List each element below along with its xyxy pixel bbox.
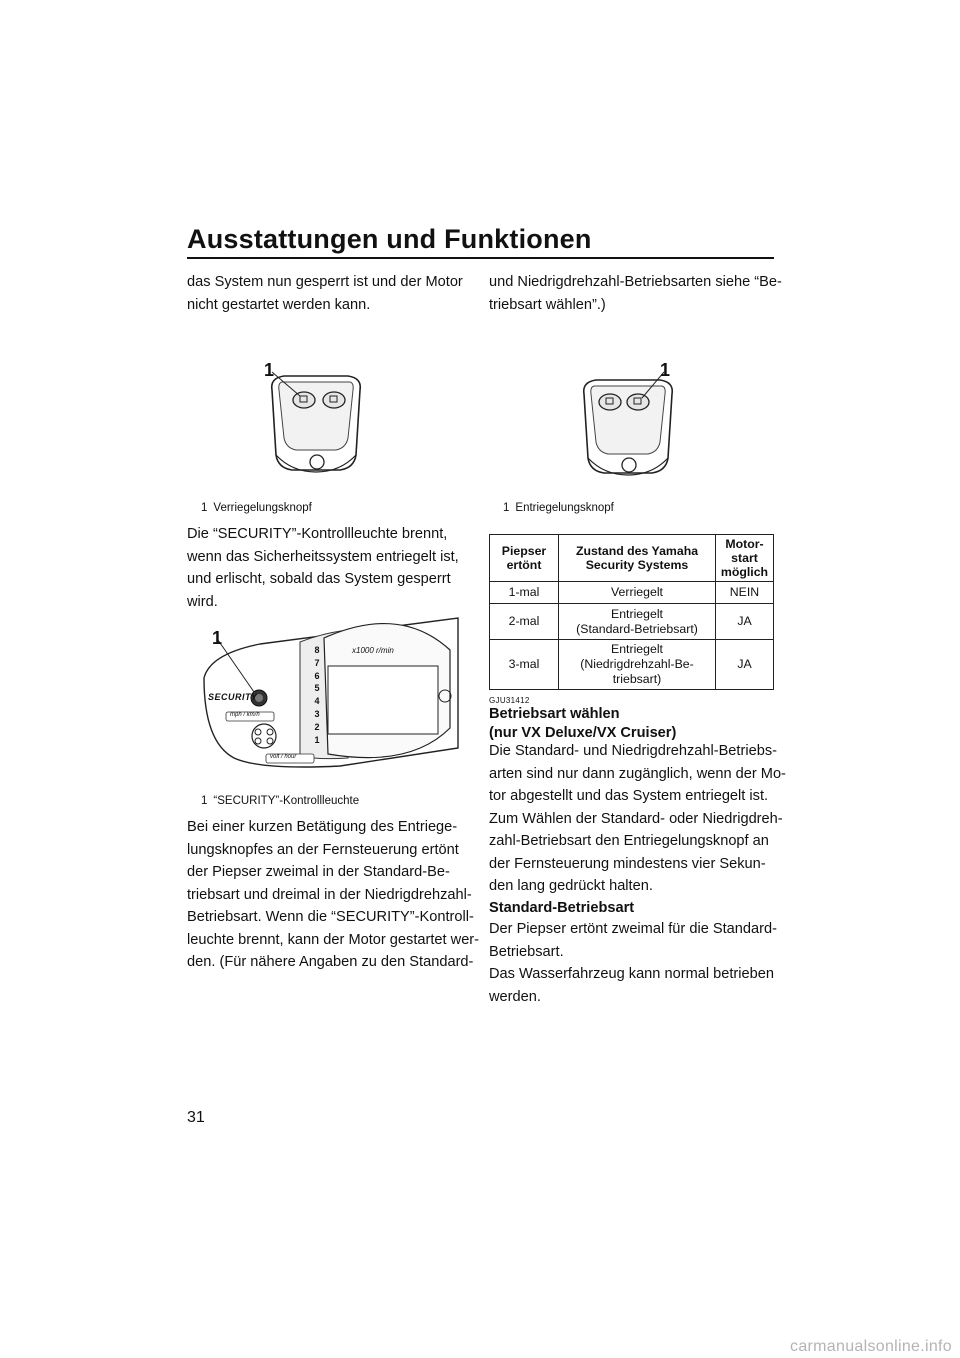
figure-caption [201, 502, 312, 514]
table-row [490, 582, 774, 604]
table-row [490, 604, 774, 640]
figure-caption [503, 502, 614, 514]
text-line: und Niedrigdrehzahl-Betriebsarten siehe “Be- [489, 274, 782, 290]
section-title-line: Betriebsart wählen [489, 706, 620, 722]
caption-text: Verriegelungsknopf [213, 502, 312, 514]
right-intro-paragraph [489, 271, 782, 316]
column-header: Zustand des Yamaha Security Systems [559, 535, 716, 582]
unlock-button [323, 392, 345, 408]
instrument-panel-figure [200, 608, 462, 770]
scale-digit: 2 [314, 721, 320, 732]
watermark: carmanualsonline.info [790, 1338, 952, 1355]
section-title [489, 705, 676, 743]
table-cell: JA [716, 640, 774, 690]
text-line: wenn das Sicherheitssystem entriegelt ist, [187, 548, 459, 565]
text-line: das System nun gesperrt ist und der Motor [187, 274, 463, 290]
text-line: triebsart wählen”.) [489, 296, 606, 313]
column-header: Motor- start möglich [716, 535, 774, 582]
page-title: Ausstattungen und Funktionen [187, 224, 592, 254]
left-paragraph-1 [187, 523, 477, 613]
text-line: triebsart und dreimal in der Niedrigdrehzahl- [187, 886, 472, 903]
text-line: der Fernsteuerung mindestens vier Sekun- [489, 855, 766, 872]
text-line: Die Standard- und Niedrigdrehzahl-Betriebs- [489, 743, 777, 759]
text-line: leuchte brennt, kann der Motor gestartet wer- [187, 931, 480, 948]
header-rule [187, 257, 774, 259]
caption-text: “SECURITY”-Kontrollleuchte [213, 795, 360, 807]
left-intro-paragraph [187, 271, 467, 316]
table-cell: JA [716, 604, 774, 640]
remote-control-illustration [574, 368, 684, 484]
table-cell: Verriegelt [559, 582, 716, 604]
column-header: Piepser ertönt [490, 535, 559, 582]
text-line: tor abgestellt und das System entriegelt ist. [489, 788, 769, 804]
remote-unlock-figure [574, 368, 684, 484]
scale-digit: 4 [314, 696, 320, 707]
right-paragraph-2 [489, 918, 779, 1008]
caption-number: 1 [201, 502, 208, 514]
text-line: zahl-Betriebsart den Entriegelungsknopf an [489, 833, 769, 849]
caption-number: 1 [503, 502, 510, 514]
text-line: arten sind nur dann zugänglich, wenn der Mo- [489, 765, 786, 782]
table-row [490, 640, 774, 690]
table-cell: NEIN [716, 582, 774, 604]
text-line: und erlischt, sobald das System gesperrt [187, 571, 451, 587]
text-line: Zum Wählen der Standard- oder Niedrigdreh- [489, 810, 783, 827]
key-ring-hole [310, 455, 324, 469]
scale-digit: 6 [314, 670, 320, 681]
figure-callout: 1 [264, 360, 275, 380]
instrument-panel-illustration [200, 608, 462, 770]
text-line: den lang gedrückt halten. [489, 878, 653, 894]
text-line: Bei einer kurzen Betätigung des Entriege- [187, 819, 458, 835]
table-cell: Entriegelt (Standard-Betriebsart) [559, 604, 716, 640]
remote-lock-figure [262, 360, 372, 482]
unlock-button [627, 394, 649, 410]
caption-number: 1 [201, 795, 208, 807]
scale-digit: 3 [314, 708, 320, 719]
scale-digit: 7 [314, 657, 320, 668]
figure-callout: 1 [212, 628, 223, 648]
table-cell: Entriegelt (Niedrigdrehzahl-Be- triebsart) [559, 640, 716, 690]
lock-button [599, 394, 621, 410]
text-line: der Piepser zweimal in der Standard-Be- [187, 864, 450, 880]
text-line: Die “SECURITY”-Kontrollleuchte brennt, [187, 526, 448, 542]
table-cell: 2-mal [490, 604, 559, 640]
scale-digit: 1 [314, 734, 320, 745]
table-cell: 1-mal [490, 582, 559, 604]
scale-digit: 8 [314, 645, 320, 655]
figure-caption [201, 795, 359, 807]
page-number: 31 [187, 1109, 205, 1126]
remote-control-illustration [262, 360, 372, 482]
table-header-row [490, 535, 774, 582]
text-line: Der Piepser ertönt zweimal für die Standard- [489, 921, 777, 937]
text-line: wird. [187, 593, 218, 610]
text-line: Das Wasserfahrzeug kann normal betrieben [489, 966, 774, 982]
speed-unit-label: mph / km/h [230, 712, 260, 718]
scale-digit: 5 [314, 683, 320, 694]
text-line: den. (Für nähere Angaben zu den Standard- [187, 954, 474, 970]
lock-button [293, 392, 315, 408]
section-title-line: (nur VX Deluxe/VX Cruiser) [489, 725, 677, 741]
left-paragraph-2 [187, 816, 480, 974]
right-paragraph-1 [489, 740, 786, 898]
text-line: nicht gestartet werden kann. [187, 296, 371, 313]
table-cell: 3-mal [490, 640, 559, 690]
volt-hour-label: volt / hour [270, 754, 297, 760]
key-ring-hole [622, 458, 636, 472]
text-line: Betriebsart. [489, 943, 564, 960]
section-code: GJU31412 [489, 696, 530, 705]
rpm-label: x1000 r/min [352, 646, 394, 655]
text-line: Betriebsart. Wenn die “SECURITY”-Kontroll- [187, 909, 474, 925]
security-label: SECURITY [208, 692, 258, 702]
text-line: werden. [489, 988, 541, 1005]
beep-status-table [489, 534, 774, 690]
text-line: lungsknopfes an der Fernsteuerung ertönt [187, 841, 459, 858]
tachometer-scale [308, 644, 326, 746]
subsection-title: Standard-Betriebsart [489, 900, 635, 916]
caption-text: Entriegelungsknopf [515, 502, 614, 514]
figure-callout: 1 [660, 360, 671, 380]
